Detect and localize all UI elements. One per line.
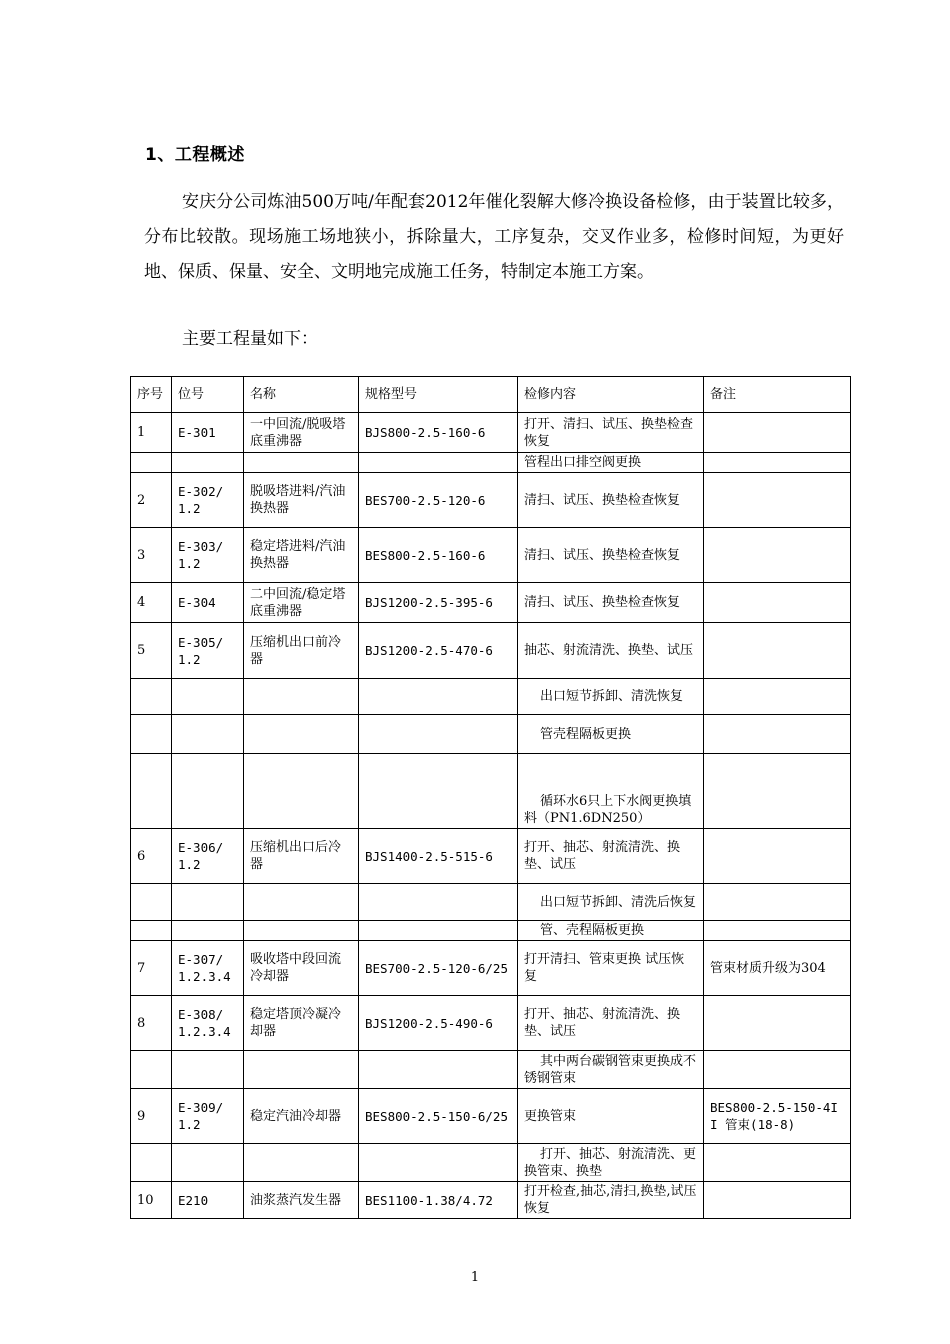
table-row (131, 1089, 851, 1144)
cell-position (172, 453, 244, 473)
cell-remark: 管束材质升级为304 (704, 941, 851, 996)
cell-position (172, 1051, 244, 1089)
cell-no: 10 (131, 1182, 172, 1219)
cell-position: E210 (172, 1182, 244, 1219)
header-cell: 检修内容 (518, 377, 704, 413)
cell-content: 打开、抽芯、射流清洗、更换管束、换垫 (518, 1144, 704, 1182)
cell-remark (704, 473, 851, 528)
table-header-row (131, 377, 851, 413)
cell-content: 打开、清扫、试压、换垫检查恢复 (518, 413, 704, 453)
cell-remark (704, 754, 851, 829)
cell-name: 二中回流/稳定塔底重沸器 (244, 583, 359, 623)
cell-remark (704, 623, 851, 679)
table-row (131, 528, 851, 583)
cell-content: 打开检查,抽芯,清扫,换垫,试压恢复 (518, 1182, 704, 1219)
cell-no: 8 (131, 996, 172, 1051)
overview-paragraph: 安庆分公司炼油500万吨/年配套2012年催化裂解大修冷换设备检修，由于装置比较多，分布比较散。现场施工场地狭小，拆除量大，工序复杂，交叉作业多，检修时间短，为更好地、保质、保量、安全、文明地完成施工任务，特制定本施工方案。 (144, 192, 844, 282)
cell-position (172, 921, 244, 941)
cell-spec (359, 754, 518, 829)
cell-spec: BJS1400-2.5-515-6 (359, 829, 518, 884)
cell-name: 吸收塔中段回流冷却器 (244, 941, 359, 996)
cell-name (244, 679, 359, 715)
cell-name (244, 921, 359, 941)
cell-no (131, 921, 172, 941)
cell-content: 其中两台碳钢管束更换成不锈钢管束 (518, 1051, 704, 1089)
cell-position: E-306/1.2 (172, 829, 244, 884)
cell-no: 6 (131, 829, 172, 884)
cell-remark (704, 453, 851, 473)
table-row (131, 941, 851, 996)
cell-content: 清扫、试压、换垫检查恢复 (518, 473, 704, 528)
cell-spec (359, 715, 518, 754)
cell-spec: BJS1200-2.5-470-6 (359, 623, 518, 679)
cell-position (172, 679, 244, 715)
cell-name (244, 884, 359, 921)
table-row (131, 453, 851, 473)
cell-content: 清扫、试压、换垫检查恢复 (518, 583, 704, 623)
cell-no: 1 (131, 413, 172, 453)
cell-remark (704, 1182, 851, 1219)
cell-spec: BES700-2.5-120-6/25 (359, 941, 518, 996)
cell-name: 稳定塔进料/汽油换热器 (244, 528, 359, 583)
cell-content: 清扫、试压、换垫检查恢复 (518, 528, 704, 583)
header-cell: 序号 (131, 377, 172, 413)
cell-spec: BJS1200-2.5-490-6 (359, 996, 518, 1051)
cell-content: 出口短节拆卸、清洗恢复 (518, 679, 704, 715)
cell-no: 4 (131, 583, 172, 623)
cell-position: E-305/1.2 (172, 623, 244, 679)
cell-remark: BES800-2.5-150-4II 管束(18-8) (704, 1089, 851, 1144)
cell-spec: BES800-2.5-150-6/25 (359, 1089, 518, 1144)
cell-position (172, 1144, 244, 1182)
table-row (131, 583, 851, 623)
header-cell: 位号 (172, 377, 244, 413)
cell-remark (704, 1051, 851, 1089)
cell-no: 5 (131, 623, 172, 679)
cell-position: E-309/1.2 (172, 1089, 244, 1144)
cell-content: 打开、抽芯、射流清洗、换垫、试压 (518, 829, 704, 884)
cell-position (172, 715, 244, 754)
table-row (131, 996, 851, 1051)
workload-table (130, 376, 851, 1219)
table-row (131, 679, 851, 715)
cell-name: 压缩机出口后冷器 (244, 829, 359, 884)
cell-no (131, 1144, 172, 1182)
cell-position (172, 754, 244, 829)
cell-content: 打开、抽芯、射流清洗、换垫、试压 (518, 996, 704, 1051)
cell-spec (359, 1144, 518, 1182)
cell-remark (704, 583, 851, 623)
cell-name: 稳定汽油冷却器 (244, 1089, 359, 1144)
cell-no (131, 1051, 172, 1089)
cell-position: E-304 (172, 583, 244, 623)
cell-spec: BES700-2.5-120-6 (359, 473, 518, 528)
cell-content: 更换管束 (518, 1089, 704, 1144)
header-cell: 规格型号 (359, 377, 518, 413)
table-row (131, 884, 851, 921)
cell-no: 9 (131, 1089, 172, 1144)
header-cell: 名称 (244, 377, 359, 413)
cell-content: 抽芯、射流清洗、换垫、试压 (518, 623, 704, 679)
cell-name: 稳定塔顶冷凝冷却器 (244, 996, 359, 1051)
table-row (131, 754, 851, 829)
cell-position: E-308/1.2.3.4 (172, 996, 244, 1051)
cell-content: 管程出口排空阀更换 (518, 453, 704, 473)
table-row (131, 829, 851, 884)
cell-spec (359, 884, 518, 921)
cell-remark (704, 829, 851, 884)
page-number: 1 (470, 1270, 480, 1285)
cell-spec: BES800-2.5-160-6 (359, 528, 518, 583)
table-row (131, 1144, 851, 1182)
header-cell: 备注 (704, 377, 851, 413)
cell-remark (704, 884, 851, 921)
table-row (131, 1182, 851, 1219)
cell-content: 管壳程隔板更换 (518, 715, 704, 754)
cell-name (244, 754, 359, 829)
cell-name (244, 453, 359, 473)
cell-name: 脱吸塔进料/汽油换热器 (244, 473, 359, 528)
cell-position (172, 884, 244, 921)
cell-content: 打开清扫、管束更换 试压恢复 (518, 941, 704, 996)
cell-spec (359, 921, 518, 941)
cell-name: 一中回流/脱吸塔底重沸器 (244, 413, 359, 453)
cell-content: 出口短节拆卸、清洗后恢复 (518, 884, 704, 921)
table-row (131, 715, 851, 754)
table-row (131, 921, 851, 941)
cell-remark (704, 715, 851, 754)
cell-no: 2 (131, 473, 172, 528)
cell-spec (359, 1051, 518, 1089)
cell-spec (359, 453, 518, 473)
cell-no (131, 679, 172, 715)
cell-remark (704, 996, 851, 1051)
cell-spec: BES1100-1.38/4.72 (359, 1182, 518, 1219)
cell-remark (704, 679, 851, 715)
cell-remark (704, 921, 851, 941)
cell-no (131, 884, 172, 921)
cell-no (131, 754, 172, 829)
table-row (131, 413, 851, 453)
cell-name: 压缩机出口前冷器 (244, 623, 359, 679)
cell-spec: BJS800-2.5-160-6 (359, 413, 518, 453)
cell-spec (359, 679, 518, 715)
cell-name (244, 1051, 359, 1089)
cell-name (244, 715, 359, 754)
cell-remark (704, 413, 851, 453)
section-heading: 1、工程概述 (145, 145, 245, 165)
cell-name: 油浆蒸汽发生器 (244, 1182, 359, 1219)
table-row (131, 623, 851, 679)
cell-position: E-301 (172, 413, 244, 453)
cell-no: 3 (131, 528, 172, 583)
cell-position: E-307/1.2.3.4 (172, 941, 244, 996)
cell-remark (704, 528, 851, 583)
cell-no (131, 715, 172, 754)
table-row (131, 1051, 851, 1089)
cell-no (131, 453, 172, 473)
cell-content: 循环水6只上下水阀更换填料（PN1.6DN250） (518, 754, 704, 829)
cell-name (244, 1144, 359, 1182)
cell-content: 管、壳程隔板更换 (518, 921, 704, 941)
table-row (131, 473, 851, 528)
cell-spec: BJS1200-2.5-395-6 (359, 583, 518, 623)
workload-intro: 主要工程量如下： (182, 329, 318, 349)
cell-position: E-303/1.2 (172, 528, 244, 583)
cell-position: E-302/1.2 (172, 473, 244, 528)
cell-no: 7 (131, 941, 172, 996)
cell-remark (704, 1144, 851, 1182)
